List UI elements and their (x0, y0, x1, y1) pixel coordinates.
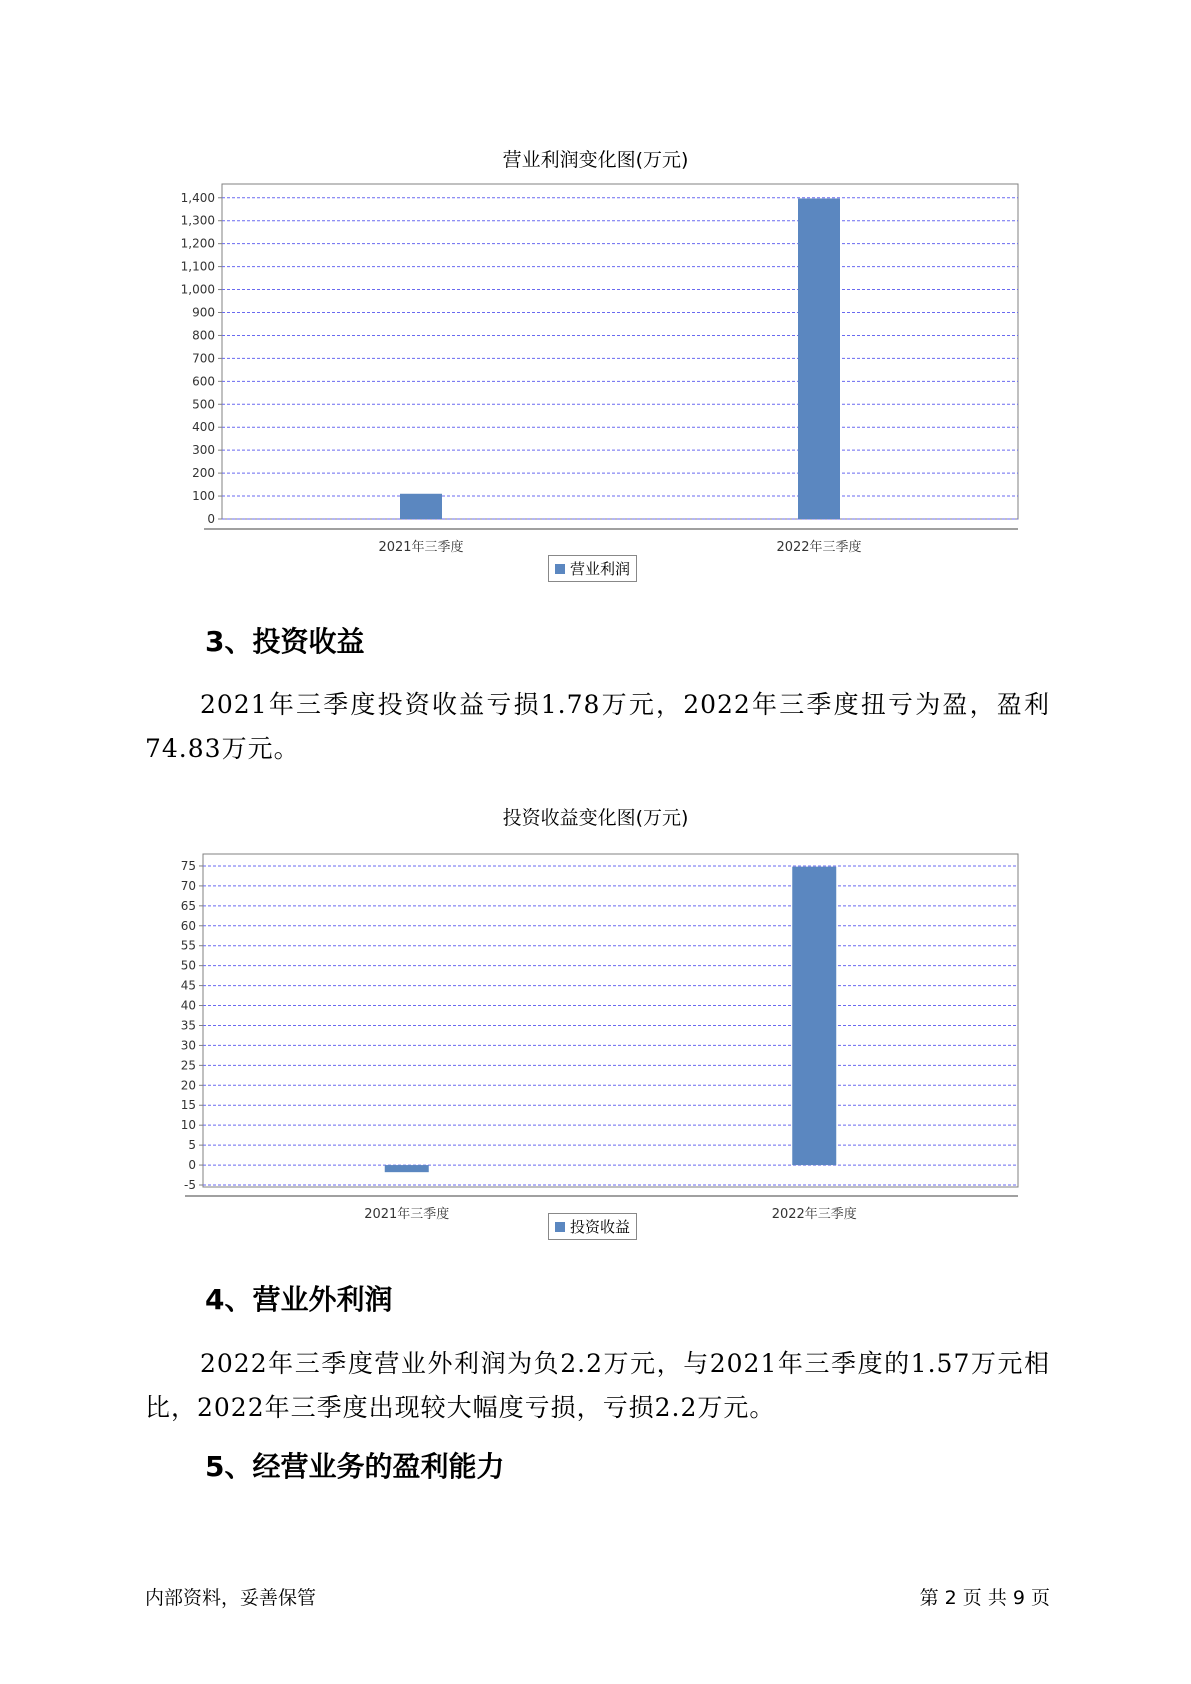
x-category-label: 2022年三季度 (776, 540, 862, 555)
y-tick-label: 600 (192, 374, 215, 389)
y-tick-label: 1,200 (180, 236, 215, 251)
y-tick-label: 700 (192, 351, 215, 366)
y-tick-label: 55 (180, 938, 196, 953)
y-tick-label: 1,100 (180, 259, 215, 274)
y-tick-label: 30 (180, 1038, 196, 1053)
legend-swatch (555, 1222, 565, 1232)
bar (400, 494, 442, 519)
bar (798, 198, 840, 519)
section4-heading: 4、营业外利润 (205, 1283, 393, 1316)
section3-paragraph (145, 683, 1050, 771)
bar (792, 867, 836, 1165)
chart2-legend-label: 投资收益 (570, 1218, 631, 1236)
y-tick-label: 35 (180, 1018, 196, 1033)
chart1-legend-label: 营业利润 (570, 560, 631, 578)
y-tick-label: 65 (180, 898, 196, 913)
y-tick-label: 200 (192, 466, 215, 481)
y-tick-label: 0 (207, 512, 215, 526)
y-tick-label: 50 (180, 958, 196, 973)
y-tick-label: 100 (192, 489, 215, 504)
chart1-operating-profit (0, 170, 1191, 570)
plot-frame (222, 184, 1018, 519)
chart1-legend (548, 555, 637, 582)
x-category-label: 2021年三季度 (378, 540, 464, 555)
y-tick-label: 0 (188, 1158, 196, 1173)
y-tick-label: 25 (180, 1058, 196, 1073)
section4-line2: 比，2022年三季度出现较大幅度亏损，亏损2.2万元。 (145, 1393, 776, 1422)
y-tick-label: 500 (192, 397, 215, 412)
y-tick-label: 45 (180, 978, 196, 993)
chart2-title: 投资收益变化图(万元) (502, 807, 689, 829)
plot-frame (203, 854, 1018, 1187)
section3-heading: 3、投资收益 (205, 625, 365, 658)
y-tick-label: 900 (192, 305, 215, 320)
section3-line1: 2021年三季度投资收益亏损1.78万元，2022年三季度扭亏为盈，盈利 (200, 690, 1050, 719)
chart1-title: 营业利润变化图(万元) (502, 149, 689, 171)
y-tick-label: 1,000 (180, 282, 215, 297)
y-tick-label: 5 (188, 1138, 196, 1153)
legend-swatch (555, 564, 565, 574)
x-category-label: 2022年三季度 (771, 1207, 857, 1222)
section5-heading: 5、经营业务的盈利能力 (205, 1450, 505, 1483)
y-tick-label: 15 (180, 1098, 196, 1113)
y-tick-label: 10 (180, 1118, 196, 1133)
chart2-investment-income (0, 830, 1191, 1230)
chart2-legend (548, 1213, 637, 1240)
footer-right: 第 2 页 共 9 页 (919, 1587, 1050, 1609)
section4-paragraph (145, 1342, 1050, 1430)
section3-line2: 74.83万元。 (145, 734, 300, 763)
y-tick-label: 1,400 (180, 190, 215, 205)
y-tick-label: 40 (180, 998, 196, 1013)
y-tick-label: 800 (192, 328, 215, 343)
x-category-label: 2021年三季度 (364, 1207, 450, 1222)
footer-left: 内部资料，妥善保管 (145, 1587, 317, 1609)
y-tick-label: 20 (180, 1078, 196, 1093)
bar (385, 1165, 429, 1172)
y-tick-label: -5 (184, 1178, 196, 1193)
y-tick-label: 1,300 (180, 213, 215, 228)
y-tick-label: 300 (192, 443, 215, 458)
y-tick-label: 60 (180, 918, 196, 933)
y-tick-label: 70 (180, 878, 196, 893)
section4-line1: 2022年三季度营业外利润为负2.2万元，与2021年三季度的1.57万元相 (200, 1349, 1050, 1378)
y-tick-label: 75 (180, 858, 196, 873)
y-tick-label: 400 (192, 420, 215, 435)
